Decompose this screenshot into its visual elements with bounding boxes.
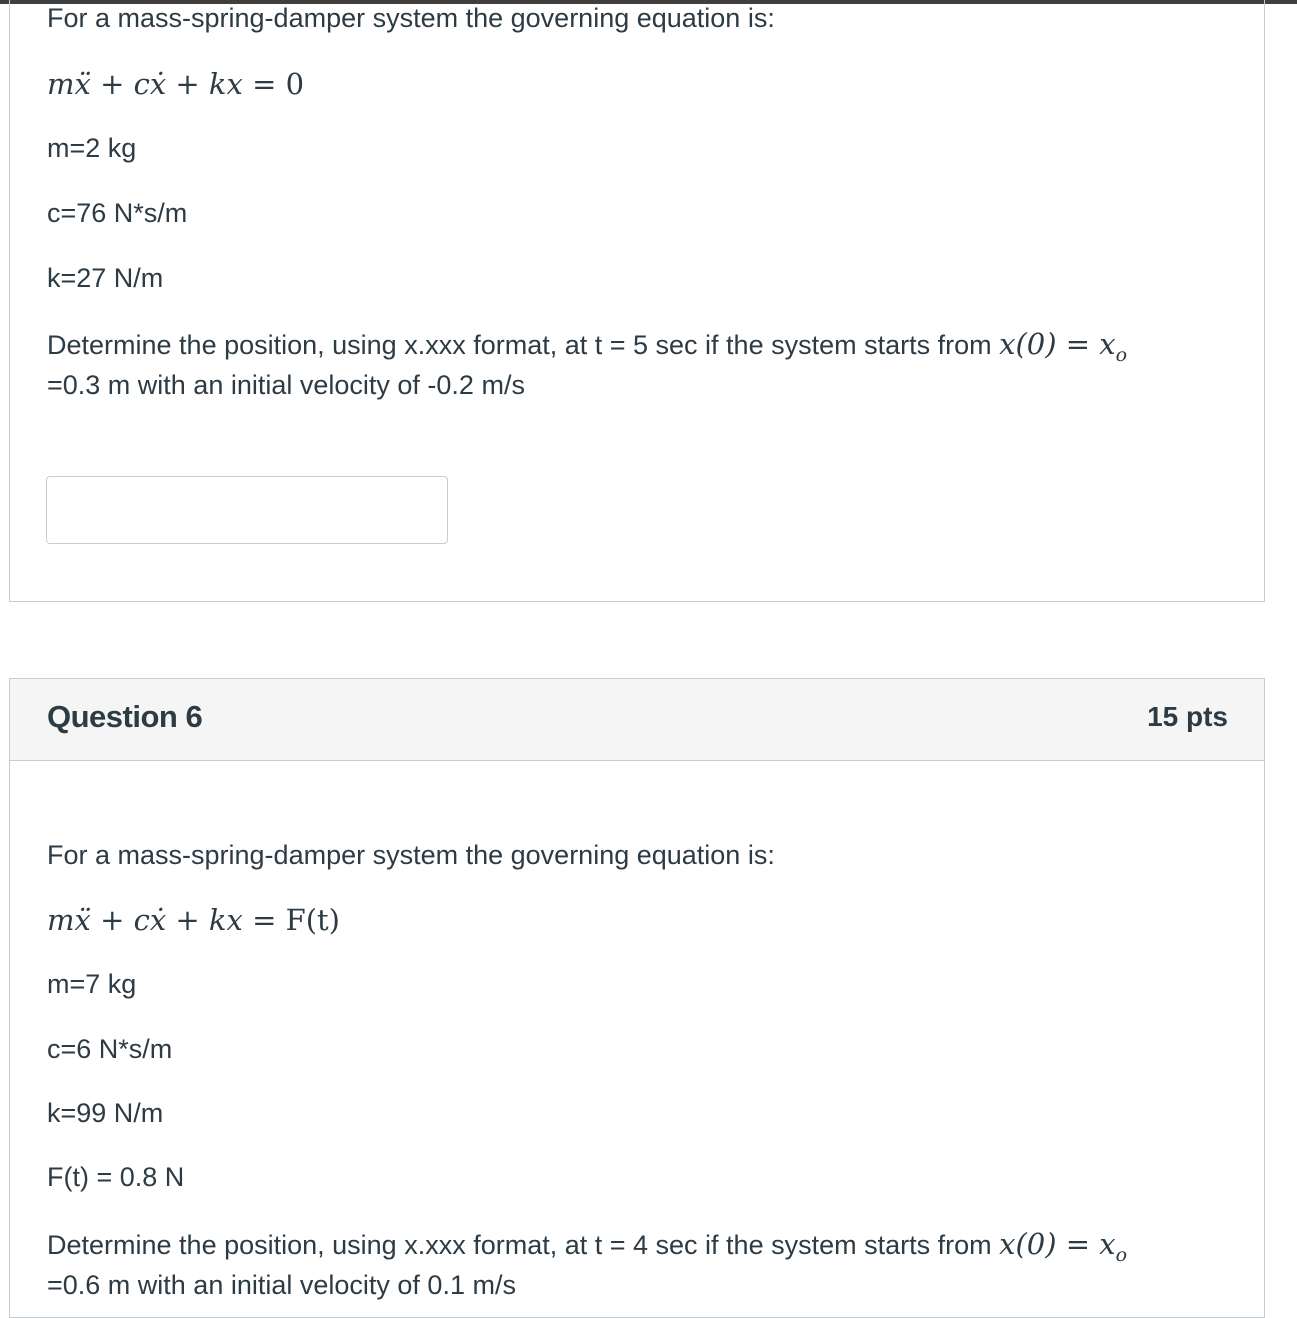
question-6-header [10,679,1264,761]
q5-prompt-text: Determine the position, using x.xxx format, at t = 5 sec if the system starts from [47,330,992,360]
q5-prompt-line2: =0.3 m with an initial velocity of -0.2 m/s [47,370,525,400]
question-points: 15 pts [1147,701,1228,732]
q5-equation [47,67,304,101]
q6-param-stiffness: k=99 N/m [47,1098,164,1128]
q6-equation [47,903,340,937]
question-5-panel [9,0,1265,602]
q5-answer-input[interactable] [46,476,448,544]
q5-equation-lhs: mẍ + cẋ + kx [47,67,243,101]
q6-prompt-line2: =0.6 m with an initial velocity of 0.1 m/s [47,1270,516,1300]
question-title: Question 6 [47,699,203,734]
q5-equation-rhs: = 0 [252,67,305,101]
q5-intro: For a mass-spring-damper system the governing equation is: [47,3,775,33]
q6-prompt-text: Determine the position, using x.xxx format, at t = 4 sec if the system starts from [47,1230,992,1260]
q6-prompt-line1 [47,1227,1127,1266]
q5-initial-condition [999,327,1128,366]
q5-ic-expr: x(0) = x [999,327,1116,361]
q6-ic-sub: o [1115,1243,1128,1266]
q6-initial-condition [999,1227,1128,1266]
q6-intro: For a mass-spring-damper system the governing equation is: [47,840,775,870]
q6-ic-expr: x(0) = x [999,1227,1116,1261]
q6-param-damping: c=6 N*s/m [47,1034,173,1064]
q6-param-mass: m=7 kg [47,969,137,999]
q5-param-stiffness: k=27 N/m [47,263,164,293]
q5-ic-sub: o [1115,343,1128,366]
q5-param-damping: c=76 N*s/m [47,198,188,228]
q6-param-force: F(t) = 0.8 N [47,1162,185,1192]
q6-equation-lhs: mẍ + cẋ + kx [47,903,243,937]
q6-equation-rhs: = F(t) [252,903,340,937]
q5-prompt-line1 [47,327,1127,366]
q5-param-mass: m=2 kg [47,133,137,163]
question-6-panel [9,678,1265,1318]
